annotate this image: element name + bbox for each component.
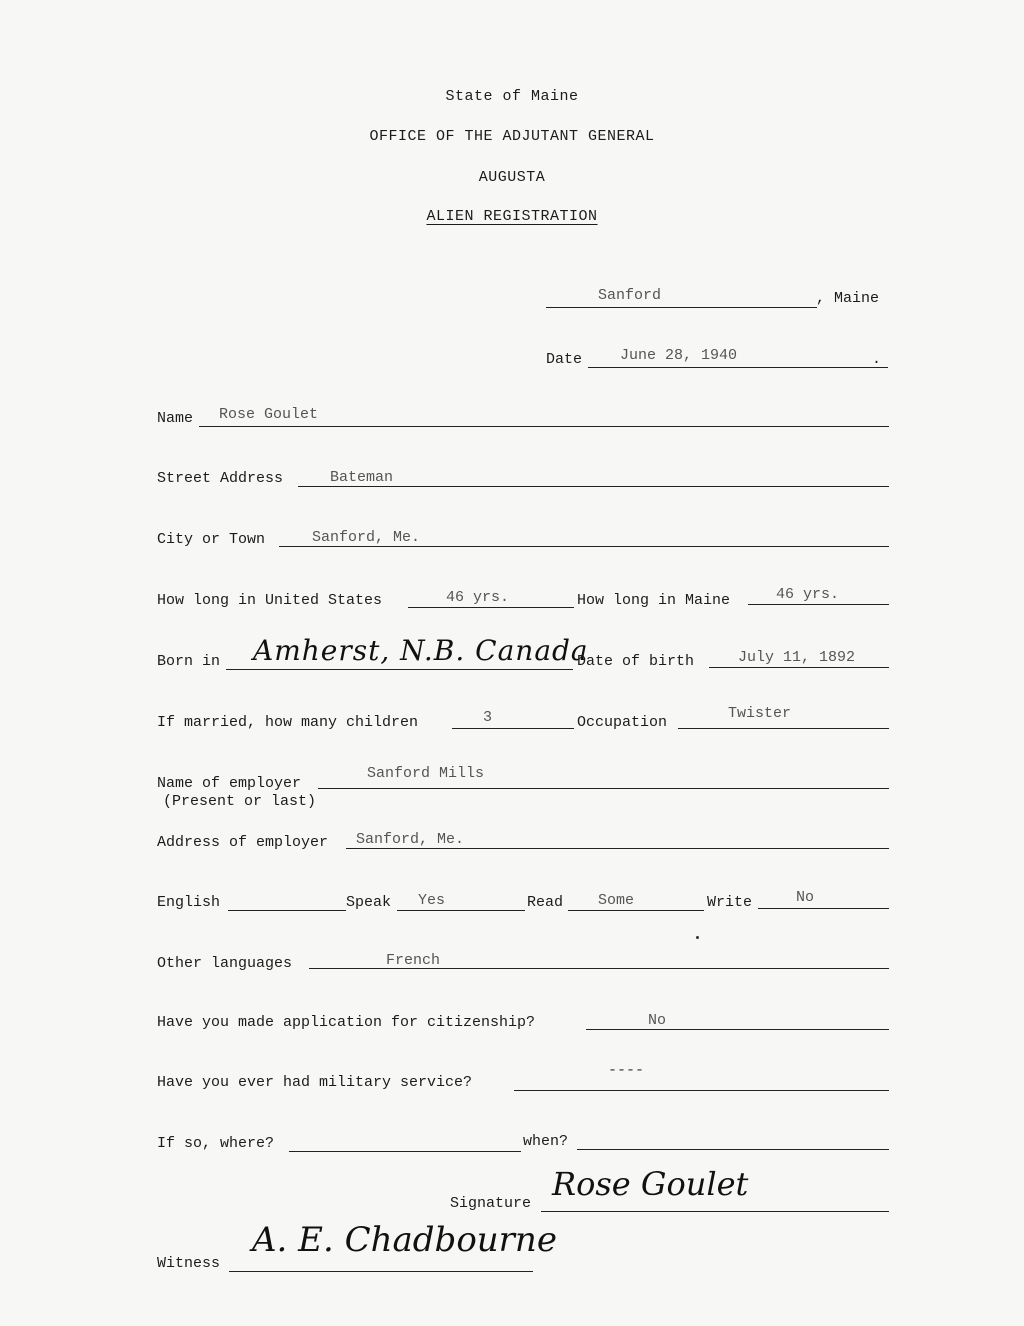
write-line xyxy=(758,908,889,909)
when-line xyxy=(577,1149,889,1150)
occupation-label: Occupation xyxy=(577,714,668,731)
date-of-birth-line xyxy=(709,667,889,668)
form-title: ALIEN REGISTRATION xyxy=(426,208,598,225)
how-long-us-value: 46 yrs. xyxy=(446,589,510,606)
office-heading: OFFICE OF THE ADJUTANT GENERAL xyxy=(369,128,655,145)
name-value: Rose Goulet xyxy=(219,406,319,423)
witness-line xyxy=(229,1271,533,1272)
state-heading: State of Maine xyxy=(445,88,579,105)
when-label: when? xyxy=(523,1133,569,1150)
how-long-us-line xyxy=(408,607,574,608)
street-value: Bateman xyxy=(330,469,394,486)
read-line xyxy=(568,910,704,911)
employer-line xyxy=(318,788,889,789)
how-long-maine-value: 46 yrs. xyxy=(776,586,840,603)
date-label: Date xyxy=(546,351,583,368)
date-line xyxy=(588,367,888,368)
speak-line xyxy=(397,910,525,911)
how-long-maine-line xyxy=(748,604,889,605)
where-label: If so, where? xyxy=(157,1135,275,1152)
signature-line xyxy=(541,1211,889,1212)
street-label: Street Address xyxy=(157,470,284,487)
employer-label: Name of employer xyxy=(157,775,302,792)
witness-label: Witness xyxy=(157,1255,221,1272)
speak-label: Speak xyxy=(346,894,392,911)
write-value: No xyxy=(796,889,815,906)
citizenship-value: No xyxy=(648,1012,667,1029)
born-in-handwritten-value: Amherst, N.B. Canada xyxy=(253,634,589,667)
city-town-value: Sanford, Me. xyxy=(312,529,421,546)
children-line xyxy=(452,728,574,729)
employer-address-value: Sanford, Me. xyxy=(356,831,465,848)
signature-handwritten: Rose Goulet xyxy=(552,1165,749,1203)
date-of-birth-label: Date of birth xyxy=(577,653,695,670)
witness-handwritten: A. E. Chadbourne xyxy=(252,1220,557,1260)
signature-label: Signature xyxy=(450,1195,532,1212)
where-line xyxy=(289,1151,521,1152)
place-line xyxy=(546,307,817,308)
how-long-maine-label: How long in Maine xyxy=(577,592,731,609)
name-label: Name xyxy=(157,410,194,427)
city-town-line xyxy=(279,546,889,547)
write-label: Write xyxy=(707,894,753,911)
english-label: English xyxy=(157,894,221,911)
date-of-birth-value: July 11, 1892 xyxy=(738,649,856,666)
military-value: ---- xyxy=(608,1062,645,1079)
paper-speck xyxy=(696,936,699,939)
military-label: Have you ever had military service? xyxy=(157,1074,473,1091)
place-suffix: , Maine xyxy=(816,290,880,307)
born-in-line xyxy=(226,669,573,670)
date-value: June 28, 1940 xyxy=(620,347,738,364)
military-line xyxy=(514,1090,889,1091)
street-line xyxy=(298,486,889,487)
employer-value: Sanford Mills xyxy=(367,765,485,782)
citizenship-line xyxy=(586,1029,889,1030)
other-languages-line xyxy=(309,968,889,969)
city-heading: AUGUSTA xyxy=(478,169,546,186)
name-line xyxy=(199,426,889,427)
read-value: Some xyxy=(598,892,635,909)
how-long-us-label: How long in United States xyxy=(157,592,383,609)
place-value: Sanford xyxy=(598,287,662,304)
employer-address-label: Address of employer xyxy=(157,834,329,851)
read-label: Read xyxy=(527,894,564,911)
employer-sublabel: (Present or last) xyxy=(163,793,317,810)
citizenship-label: Have you made application for citizenship? xyxy=(157,1014,536,1031)
occupation-line xyxy=(678,728,889,729)
city-town-label: City or Town xyxy=(157,531,266,548)
speak-value: Yes xyxy=(418,892,446,909)
employer-address-line xyxy=(346,848,889,849)
english-line xyxy=(228,910,346,911)
children-value: 3 xyxy=(483,709,493,726)
children-label: If married, how many children xyxy=(157,714,419,731)
other-languages-value: French xyxy=(386,952,441,969)
occupation-value: Twister xyxy=(728,705,792,722)
date-end: . xyxy=(872,351,882,368)
other-languages-label: Other languages xyxy=(157,955,293,972)
born-in-label: Born in xyxy=(157,653,221,670)
